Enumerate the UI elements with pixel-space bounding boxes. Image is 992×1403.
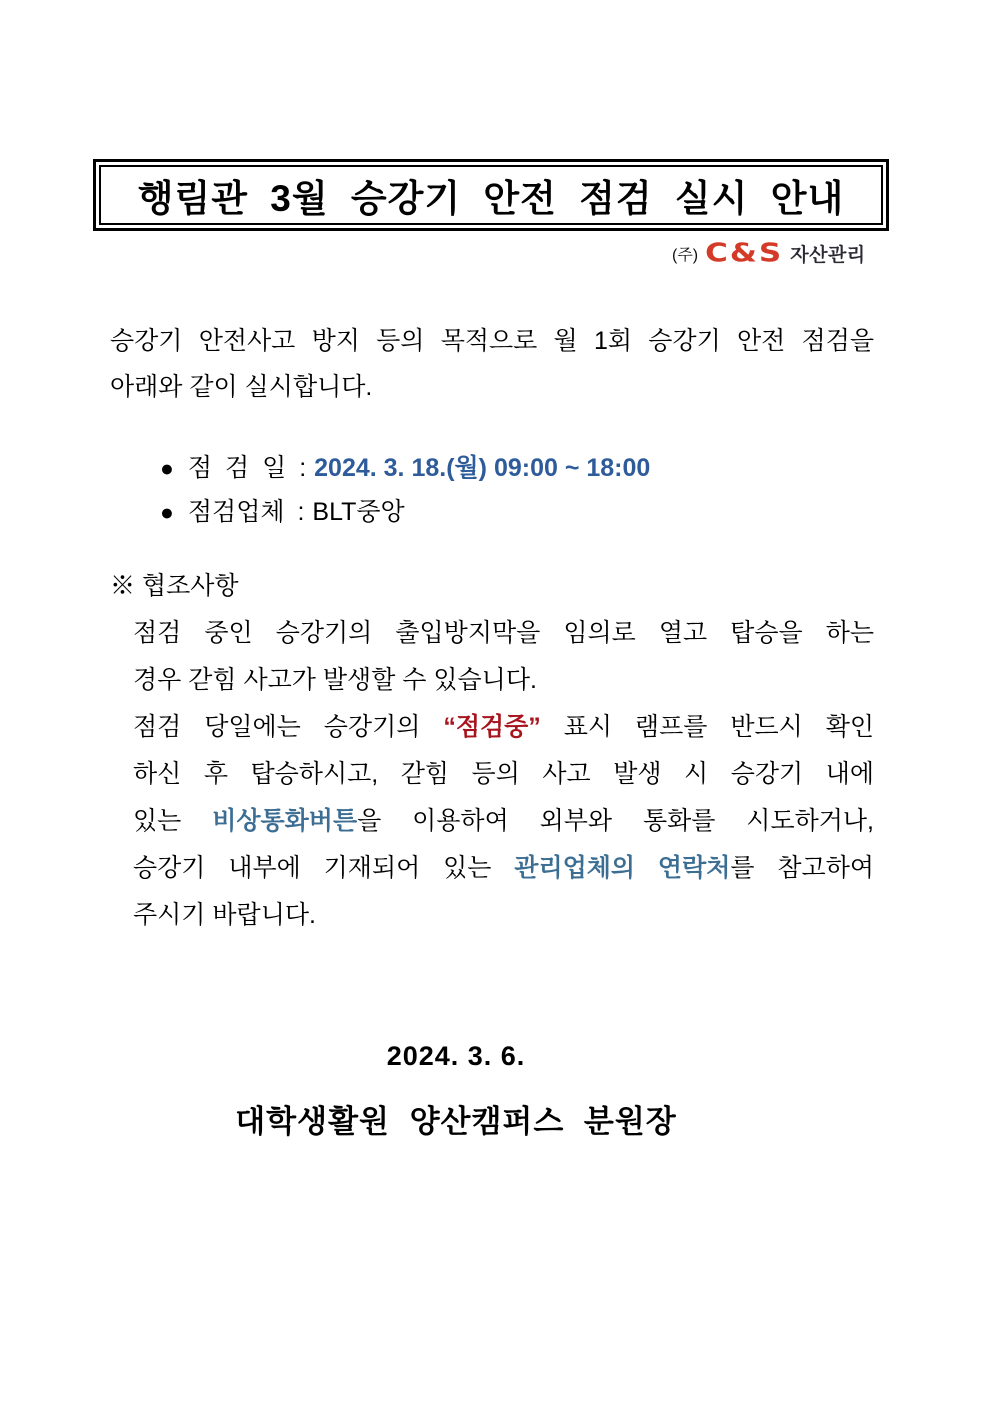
company-logo bbox=[672, 238, 890, 269]
cooperation-line-1 bbox=[133, 610, 874, 657]
text-segment: 있는 bbox=[133, 807, 213, 835]
title-box-inner-border bbox=[99, 165, 883, 225]
text-segment: 경우 갇힘 사고가 발생할 수 있습니다. bbox=[133, 666, 537, 694]
inspection-details bbox=[160, 446, 650, 534]
inspection-date-label: 점 검 일 : bbox=[187, 454, 307, 482]
cooperation-line-5 bbox=[133, 798, 874, 845]
cooperation-heading: ※ 협조사항 bbox=[110, 572, 239, 600]
bullet-icon: ● bbox=[160, 499, 174, 525]
text-segment: 표시 램프를 반드시 확인 bbox=[540, 713, 874, 741]
text-segment: 하신 후 탑승하시고, 갇힘 등의 사고 발생 시 승강기 내에 bbox=[133, 760, 874, 788]
text-segment: 승강기 내부에 기재되어 있는 bbox=[133, 854, 515, 882]
page-title: 행림관 3월 승강기 안전 점검 실시 안내 bbox=[137, 178, 845, 219]
cooperation-line-2 bbox=[133, 657, 874, 704]
text-segment: 을 이용하여 외부와 통화를 시도하거나, bbox=[357, 807, 874, 835]
cooperation-line-3 bbox=[133, 704, 874, 751]
inspection-date-row bbox=[160, 446, 650, 490]
inspection-company-value: BLT중앙 bbox=[312, 498, 405, 526]
text-segment: 점검 중인 승강기의 출입방지막을 임의로 열고 탑승을 하는 bbox=[133, 619, 874, 647]
notice-date: 2024. 3. 6. bbox=[386, 1041, 526, 1071]
cooperation-line-7 bbox=[133, 892, 874, 939]
cooperation-line-4 bbox=[133, 751, 874, 798]
title-box bbox=[93, 159, 889, 231]
inspection-company-row bbox=[160, 490, 650, 534]
cooperation-section bbox=[110, 563, 874, 939]
logo-asset-management-label: 자산관리 bbox=[790, 245, 866, 266]
cooperation-line-6 bbox=[133, 845, 874, 892]
cooperation-body bbox=[110, 610, 874, 939]
inspection-date-value: 2024. 3. 18.(월) 09:00 ~ 18:00 bbox=[314, 454, 651, 482]
text-segment: 를 참고하여 bbox=[730, 854, 874, 882]
intro-line-2: 아래와 같이 실시합니다. bbox=[110, 373, 373, 401]
management-contact-highlight: 관리업체의 연락처 bbox=[514, 854, 731, 882]
intro-paragraph bbox=[110, 318, 874, 410]
logo-corp-prefix: (주) bbox=[672, 247, 699, 264]
emergency-call-button-highlight: 비상통화버튼 bbox=[212, 807, 358, 835]
text-segment: 점검 당일에는 승강기의 bbox=[133, 713, 444, 741]
logo-brand-cs: C&S bbox=[705, 238, 784, 268]
inspection-in-progress-highlight: “점검중” bbox=[443, 713, 541, 741]
bullet-icon: ● bbox=[160, 455, 174, 481]
inspection-company-label: 점검업체 : bbox=[187, 498, 305, 526]
signature-line: 대학생활원 양산캠퍼스 분원장 bbox=[235, 1104, 677, 1139]
text-segment: 주시기 바랍니다. bbox=[133, 901, 316, 929]
intro-line-1: 승강기 안전사고 방지 등의 목적으로 월 1회 승강기 안전 점검을 bbox=[110, 327, 874, 355]
